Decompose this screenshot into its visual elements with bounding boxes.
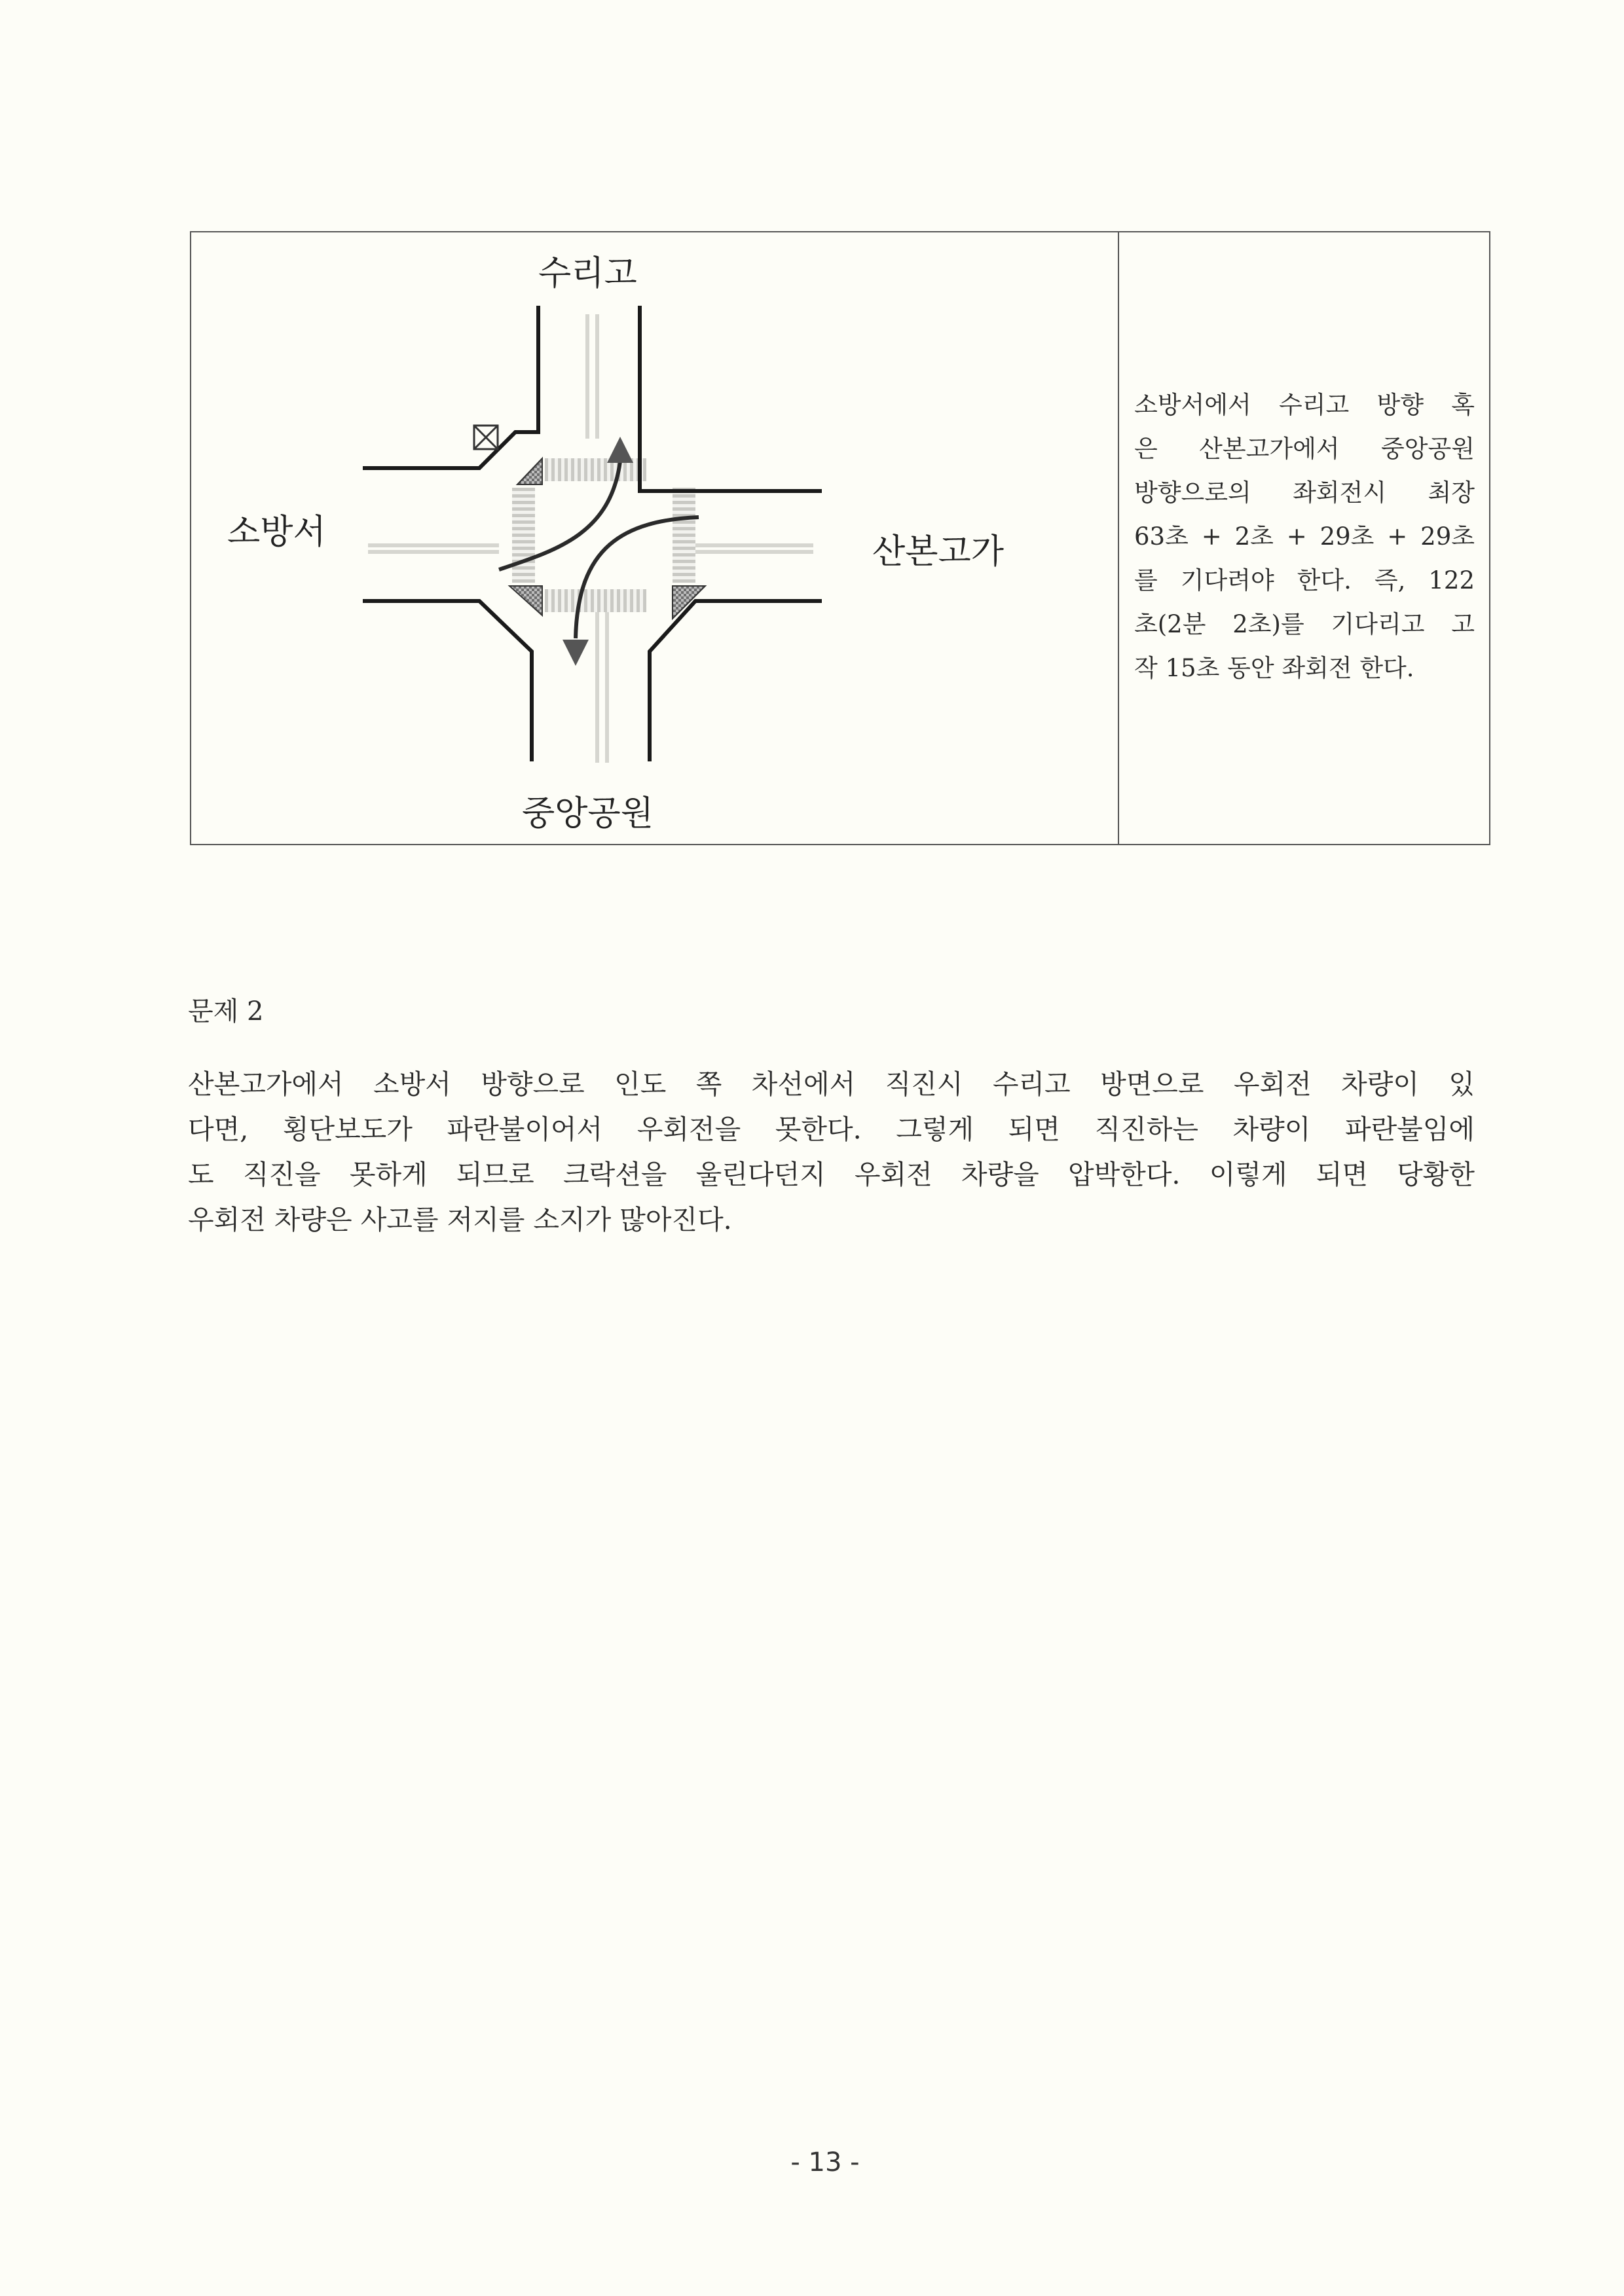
side-note-line: 63초 + 2초 + 29초 + 29초 xyxy=(1134,522,1475,551)
crosswalk-east xyxy=(673,488,695,583)
lane-markings xyxy=(368,314,813,763)
side-note-line: 소방서에서 수리고 방향 혹 xyxy=(1134,391,1475,419)
side-note-line: 를 기다려야 한다. 즉, 122 xyxy=(1134,566,1475,594)
side-note-line: 초(2분 2초)를 기다리고 고 xyxy=(1134,610,1475,638)
crosswalk-west xyxy=(512,488,535,583)
label-south: 중앙공원 xyxy=(522,794,654,833)
body-line: 산본고가에서 소방서 방향으로 인도 쪽 차선에서 직진시 수리고 방면으로 우회전 차량이 있 xyxy=(188,1068,1475,1100)
label-west: 소방서 xyxy=(227,513,326,552)
body-line: 다면, 횡단보도가 파란불이어서 우회전을 못한다. 그렇게 되면 직진하는 차량이 파란불임에 xyxy=(188,1114,1475,1145)
side-note-line: 은 산본고가에서 중앙공원 xyxy=(1134,435,1475,463)
body-line: 우회전 차량은 사고를 저지를 소지가 많아진다. xyxy=(188,1204,732,1235)
side-note-line: 작 15초 동안 좌회전 한다. xyxy=(1134,654,1414,682)
road-edges xyxy=(365,308,820,759)
side-note xyxy=(1134,383,1475,690)
arrow-head-north xyxy=(607,437,633,463)
arrow-head-south xyxy=(563,640,589,666)
label-east: 산본고가 xyxy=(872,532,1004,572)
crosswalk-south xyxy=(545,589,646,612)
figure-table xyxy=(190,231,1490,845)
problem-body xyxy=(188,1062,1475,1243)
body-line: 도 직진을 못하게 되므로 크락션을 울린다던지 우회전 차량을 압박한다. 이렇게 되면 당황한 xyxy=(188,1159,1475,1190)
problem-title: 문제 2 xyxy=(188,996,264,1027)
table-divider xyxy=(1118,232,1119,844)
label-north: 수리고 xyxy=(538,254,637,293)
island-nw xyxy=(517,458,542,484)
crossed-box-icon xyxy=(474,426,498,449)
page-number: - 13 - xyxy=(790,2147,860,2178)
island-sw xyxy=(509,586,542,615)
side-note-line: 방향으로의 좌회전시 최장 xyxy=(1134,479,1475,507)
